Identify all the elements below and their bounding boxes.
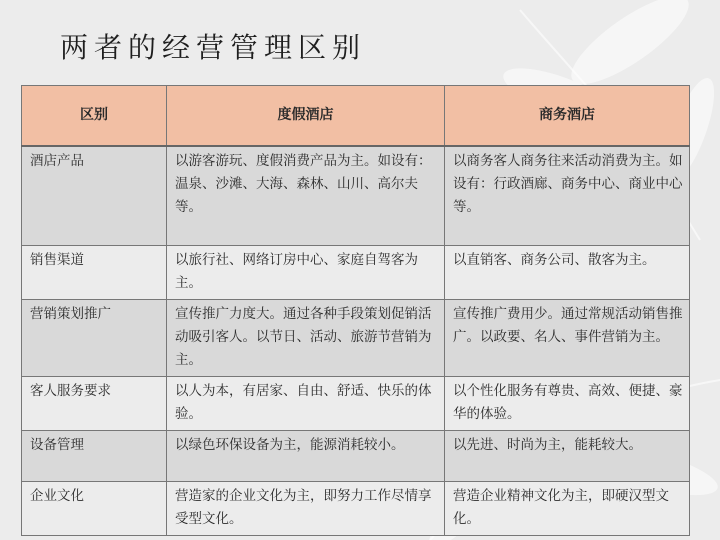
- row-category: 企业文化: [22, 482, 167, 536]
- table-row: [22, 146, 690, 246]
- table-row: [22, 300, 690, 377]
- resort-cell: 以人为本，有居家、自由、舒适、快乐的体验。: [167, 377, 445, 431]
- resort-cell: 以绿色环保设备为主，能源消耗较小。: [167, 431, 445, 482]
- business-cell: 以个性化服务有尊贵、高效、便捷、豪华的体验。: [445, 377, 690, 431]
- comparison-table: [21, 85, 690, 536]
- row-category: 营销策划推广: [22, 300, 167, 377]
- slide-title: 两者的经营管理区别: [60, 31, 367, 64]
- table-row: [22, 482, 690, 536]
- row-category: 销售渠道: [22, 246, 167, 300]
- table-row: [22, 431, 690, 482]
- business-cell: 以先进、时尚为主，能耗较大。: [445, 431, 690, 482]
- row-category: 客人服务要求: [22, 377, 167, 431]
- business-cell: 以商务客人商务往来活动消费为主。如设有：行政酒廊、商务中心、商业中心等。: [445, 146, 690, 246]
- header-category: 区别: [22, 86, 167, 147]
- table-row: [22, 377, 690, 431]
- row-category: 酒店产品: [22, 146, 167, 246]
- header-resort-hotel: 度假酒店: [167, 86, 445, 147]
- header-business-hotel: 商务酒店: [445, 86, 690, 147]
- business-cell: 宣传推广费用少。通过常规活动销售推广。以政要、名人、事件营销为主。: [445, 300, 690, 377]
- table-header-row: [22, 86, 690, 147]
- row-category: 设备管理: [22, 431, 167, 482]
- resort-cell: 宣传推广力度大。通过各种手段策划促销活动吸引客人。以节日、活动、旅游节营销为主。: [167, 300, 445, 377]
- resort-cell: 营造家的企业文化为主，即努力工作尽情享受型文化。: [167, 482, 445, 536]
- business-cell: 营造企业精神文化为主，即硬汉型文化。: [445, 482, 690, 536]
- resort-cell: 以游客游玩、度假消费产品为主。如设有：温泉、沙滩、大海、森林、山川、高尔夫等。: [167, 146, 445, 246]
- resort-cell: 以旅行社、网络订房中心、家庭自驾客为主。: [167, 246, 445, 300]
- business-cell: 以直销客、商务公司、散客为主。: [445, 246, 690, 300]
- table-row: [22, 246, 690, 300]
